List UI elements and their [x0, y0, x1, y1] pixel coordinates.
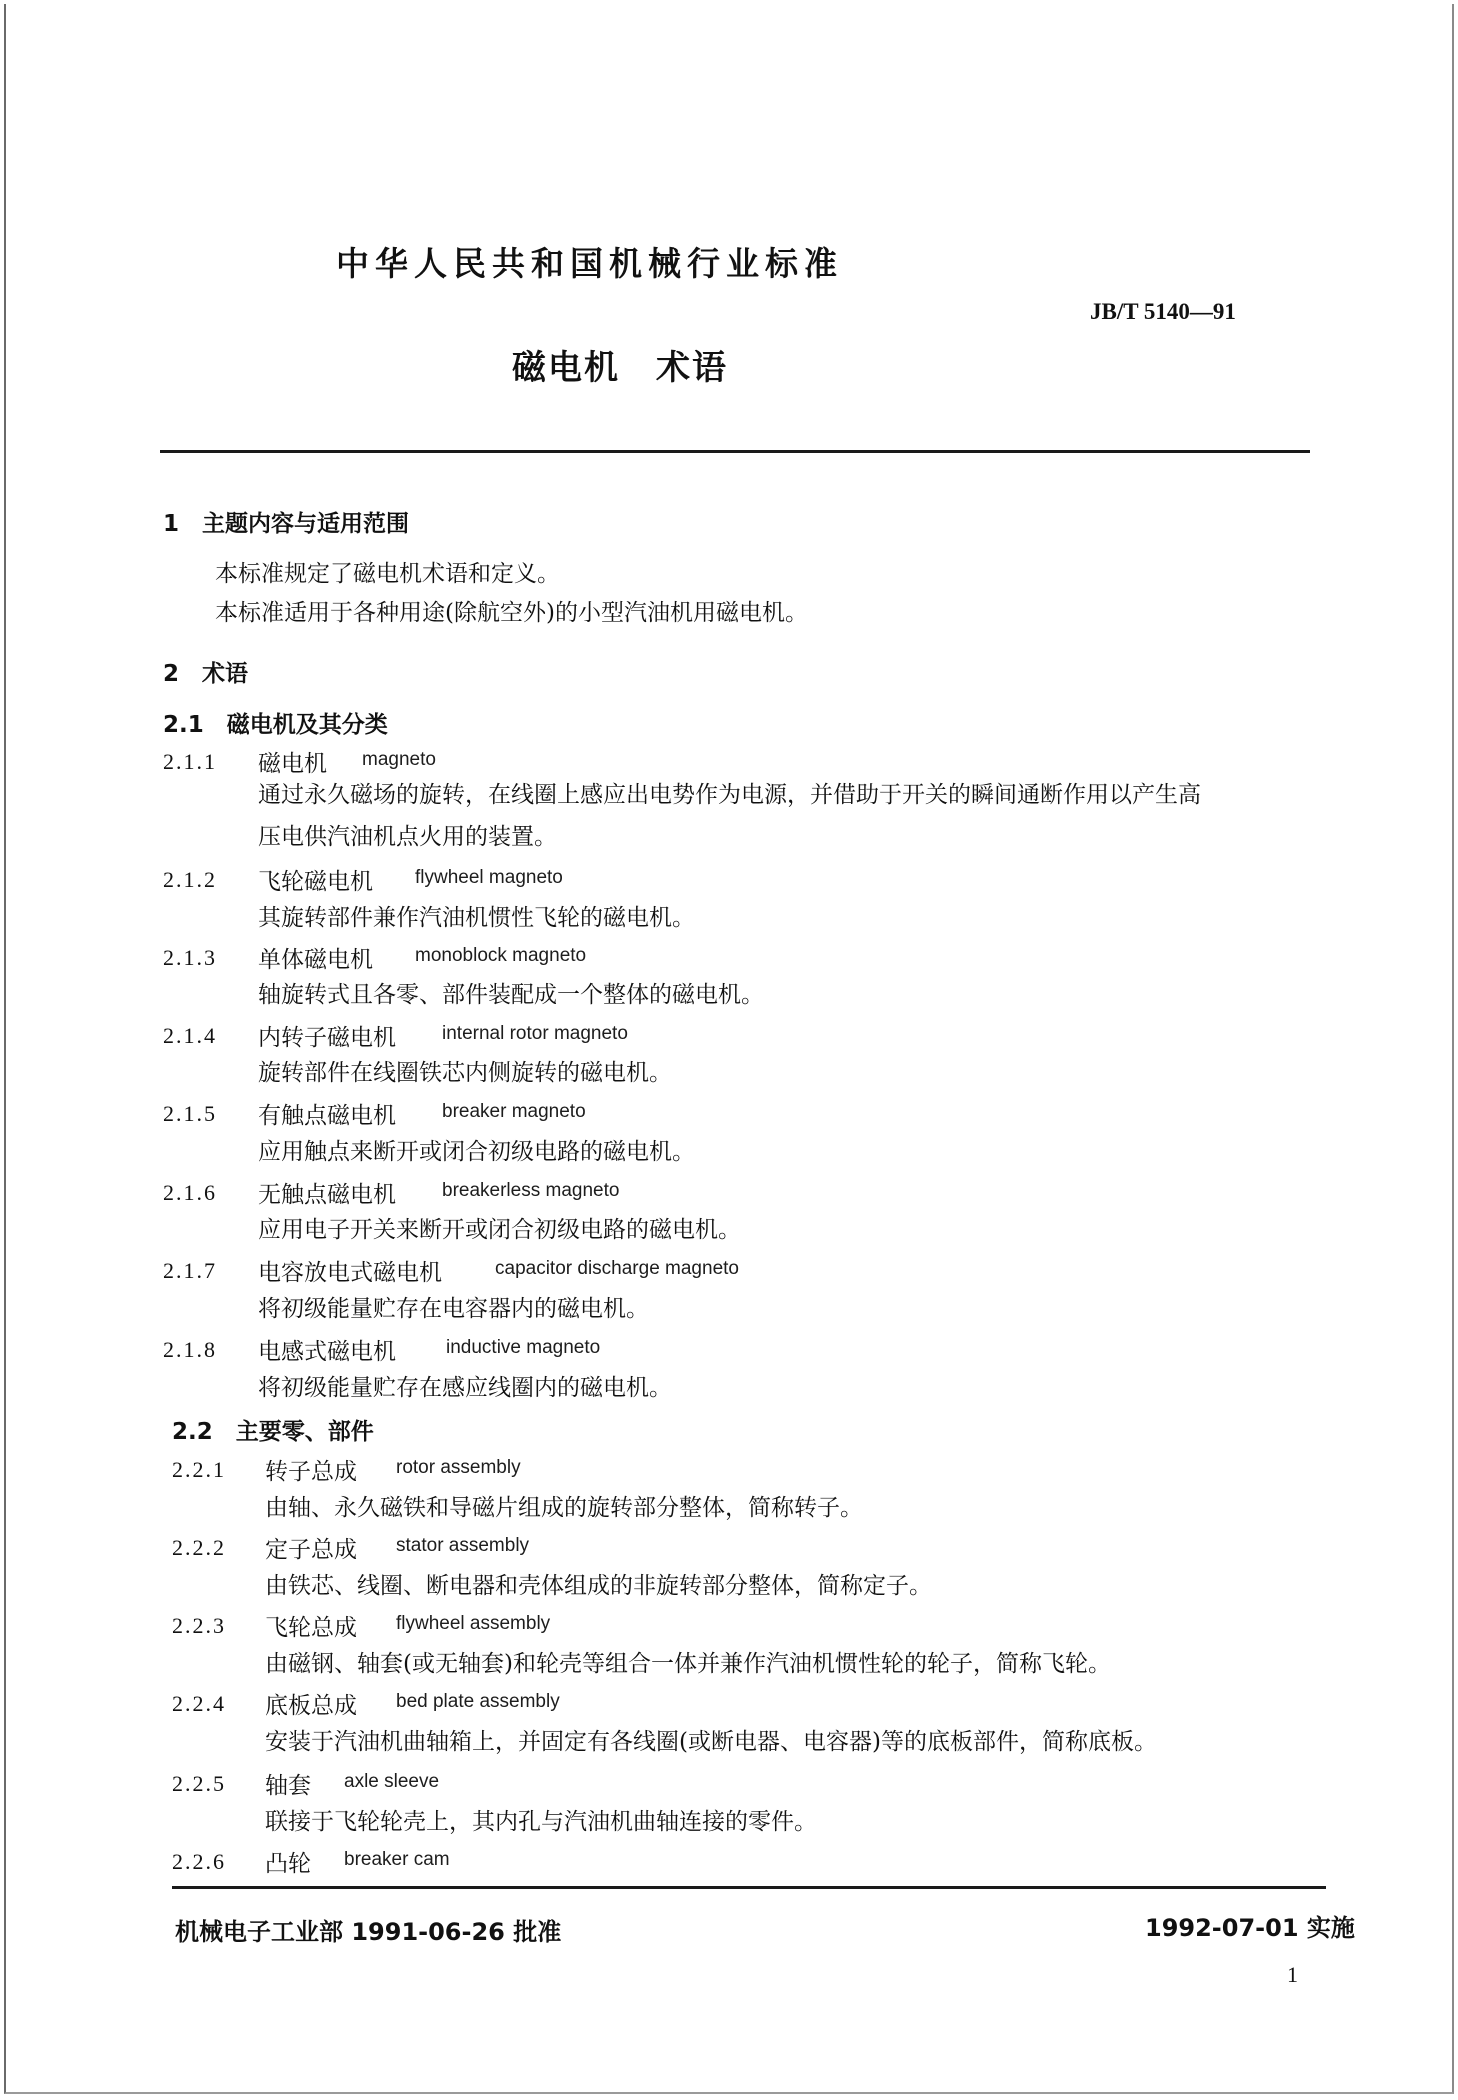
footer-rule	[172, 1886, 1326, 1889]
header-rule	[160, 450, 1310, 453]
term-number: 2.2.4	[172, 1691, 226, 1716]
term-number: 2.1.2	[163, 867, 217, 892]
term-definition: 旋转部件在线圈铁芯内侧旋转的磁电机。	[258, 1060, 672, 1086]
term-number: 2.1.3	[163, 945, 217, 970]
term-english: magneto	[362, 749, 436, 770]
term-definition: 轴旋转式且各零、部件装配成一个整体的磁电机。	[258, 982, 764, 1008]
term-english: breaker cam	[344, 1849, 450, 1870]
subsection-2-1-heading: 2.1 磁电机及其分类	[163, 712, 388, 738]
term-number: 2.1.4	[163, 1023, 217, 1048]
term-english: flywheel magneto	[415, 867, 563, 888]
term-definition: 由铁芯、线圈、断电器和壳体组成的非旋转部分整体，简称定子。	[265, 1573, 932, 1599]
term-chinese: 单体磁电机	[258, 947, 373, 973]
term-english: monoblock magneto	[415, 945, 587, 966]
term-english: flywheel assembly	[396, 1613, 551, 1634]
term-english: breaker magneto	[442, 1101, 586, 1122]
term-number: 2.1.7	[163, 1258, 217, 1283]
term-chinese: 飞轮磁电机	[258, 869, 373, 895]
term-english: stator assembly	[396, 1535, 530, 1556]
term-chinese: 底板总成	[265, 1693, 357, 1719]
section-1-heading: 1 主题内容与适用范围	[163, 511, 410, 537]
term-definition: 安装于汽油机曲轴箱上，并固定有各线圈(或断电器、电容器)等的底板部件，简称底板。	[265, 1729, 1157, 1755]
standard-organization: 中华人民共和国机械行业标准	[336, 244, 843, 283]
term-definition: 将初级能量贮存在电容器内的磁电机。	[258, 1296, 649, 1322]
term-chinese: 凸轮	[265, 1851, 311, 1877]
term-number: 2.2.6	[172, 1849, 226, 1874]
term-chinese: 转子总成	[265, 1459, 357, 1485]
term-chinese: 磁电机	[258, 751, 327, 777]
term-definition: 应用触点来断开或闭合初级电路的磁电机。	[258, 1139, 695, 1165]
term-definition: 由磁钢、轴套(或无轴套)和轮壳等组合一体并兼作汽油机惯性轮的轮子，简称飞轮。	[265, 1651, 1111, 1677]
term-english: axle sleeve	[344, 1771, 440, 1792]
term-number: 2.1.6	[163, 1180, 217, 1205]
term-number: 2.2.2	[172, 1535, 226, 1560]
term-definition: 其旋转部件兼作汽油机惯性飞轮的磁电机。	[258, 905, 695, 931]
term-english: capacitor discharge magneto	[495, 1258, 739, 1279]
term-english: inductive magneto	[446, 1337, 601, 1358]
term-chinese: 有触点磁电机	[258, 1103, 396, 1129]
term-number: 2.2.5	[172, 1771, 226, 1796]
term-definition: 将初级能量贮存在感应线圈内的磁电机。	[258, 1375, 672, 1401]
term-chinese: 电容放电式磁电机	[258, 1260, 442, 1286]
term-english: bed plate assembly	[396, 1691, 560, 1712]
term-number: 2.2.1	[172, 1457, 226, 1482]
implementation-date: 1992-07-01 实施	[1145, 1914, 1355, 1942]
page-number: 1	[1287, 1962, 1298, 1987]
term-chinese: 电感式磁电机	[258, 1339, 396, 1365]
term-chinese: 定子总成	[265, 1537, 357, 1563]
term-chinese: 无触点磁电机	[258, 1182, 396, 1208]
term-chinese: 轴套	[265, 1773, 311, 1799]
section-1-paragraph: 本标准适用于各种用途(除航空外)的小型汽油机用磁电机。	[215, 600, 808, 626]
term-definition: 压电供汽油机点火用的装置。	[258, 824, 557, 850]
term-definition: 通过永久磁场的旋转，在线圈上感应出电势作为电源，并借助于开关的瞬间通断作用以产生高	[258, 782, 1201, 808]
section-2-heading: 2 术语	[163, 661, 249, 687]
term-chinese: 飞轮总成	[265, 1615, 357, 1641]
document-title: 磁电机 术语	[512, 348, 728, 388]
section-1-paragraph: 本标准规定了磁电机术语和定义。	[215, 561, 560, 587]
term-definition: 由轴、永久磁铁和导磁片组成的旋转部分整体，简称转子。	[265, 1495, 863, 1521]
term-number: 2.2.3	[172, 1613, 226, 1638]
term-number: 2.1.5	[163, 1101, 217, 1126]
term-definition: 应用电子开关来断开或闭合初级电路的磁电机。	[258, 1217, 741, 1243]
term-chinese: 内转子磁电机	[258, 1025, 396, 1051]
term-number: 2.1.8	[163, 1337, 217, 1362]
term-english: breakerless magneto	[442, 1180, 620, 1201]
term-english: rotor assembly	[396, 1457, 521, 1478]
approval-line: 机械电子工业部 1991-06-26 批准	[175, 1918, 562, 1946]
subsection-2-2-heading: 2.2 主要零、部件	[172, 1419, 374, 1445]
term-definition: 联接于飞轮轮壳上，其内孔与汽油机曲轴连接的零件。	[265, 1809, 817, 1835]
term-number: 2.1.1	[163, 749, 217, 774]
standard-code: JB/T 5140—91	[1090, 299, 1236, 324]
term-english: internal rotor magneto	[442, 1023, 628, 1044]
